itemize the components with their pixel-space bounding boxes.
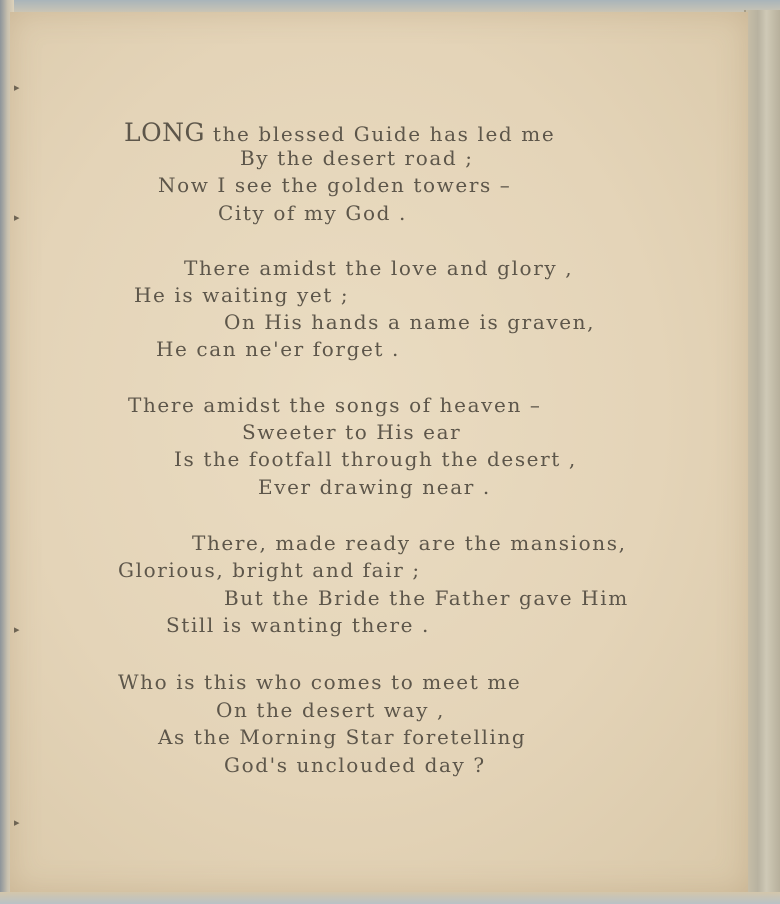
poem-line: Now I see the golden towers –: [158, 173, 512, 197]
poem-line: God's unclouded day ?: [224, 753, 486, 777]
book-right-edge: [744, 10, 780, 900]
poem-line: He can ne'er forget .: [156, 337, 400, 361]
poem-line: There amidst the songs of heaven –: [128, 393, 542, 417]
book-page: [10, 12, 748, 892]
poem-line: There amidst the love and glory ,: [184, 256, 574, 280]
poem-line: Ever drawing near .: [258, 475, 491, 499]
poem-line: Still is wanting there .: [166, 613, 430, 637]
drop-cap-word: LONG: [124, 118, 205, 147]
poem-line-text: the blessed Guide has led me: [204, 122, 556, 146]
poem-line: Sweeter to His ear: [242, 420, 462, 444]
poem-line: But the Bride the Father gave Him: [224, 586, 629, 610]
poem-line: Glorious, bright and fair ;: [118, 558, 421, 582]
binding-stitch-mark: ▸: [14, 81, 20, 94]
poem-line: Is the footfall through the desert ,: [174, 447, 577, 471]
poem-line: There, made ready are the mansions,: [192, 531, 627, 555]
book-bottom-edge: [0, 892, 780, 904]
poem-line: He is waiting yet ;: [134, 283, 350, 307]
binding-stitch-mark: ▸: [14, 816, 20, 829]
poem-line: As the Morning Star foretelling: [158, 725, 527, 749]
poem-line: [124, 118, 555, 147]
poem-line: On the desert way ,: [216, 698, 445, 722]
poem-line: City of my God .: [218, 201, 407, 225]
binding-stitch-mark: ▸: [14, 211, 20, 224]
poem-line: On His hands a name is graven,: [224, 310, 596, 334]
poem-line: By the desert road ;: [240, 146, 474, 170]
binding-stitch-mark: ▸: [14, 623, 20, 636]
poem-line: Who is this who comes to meet me: [118, 670, 522, 694]
